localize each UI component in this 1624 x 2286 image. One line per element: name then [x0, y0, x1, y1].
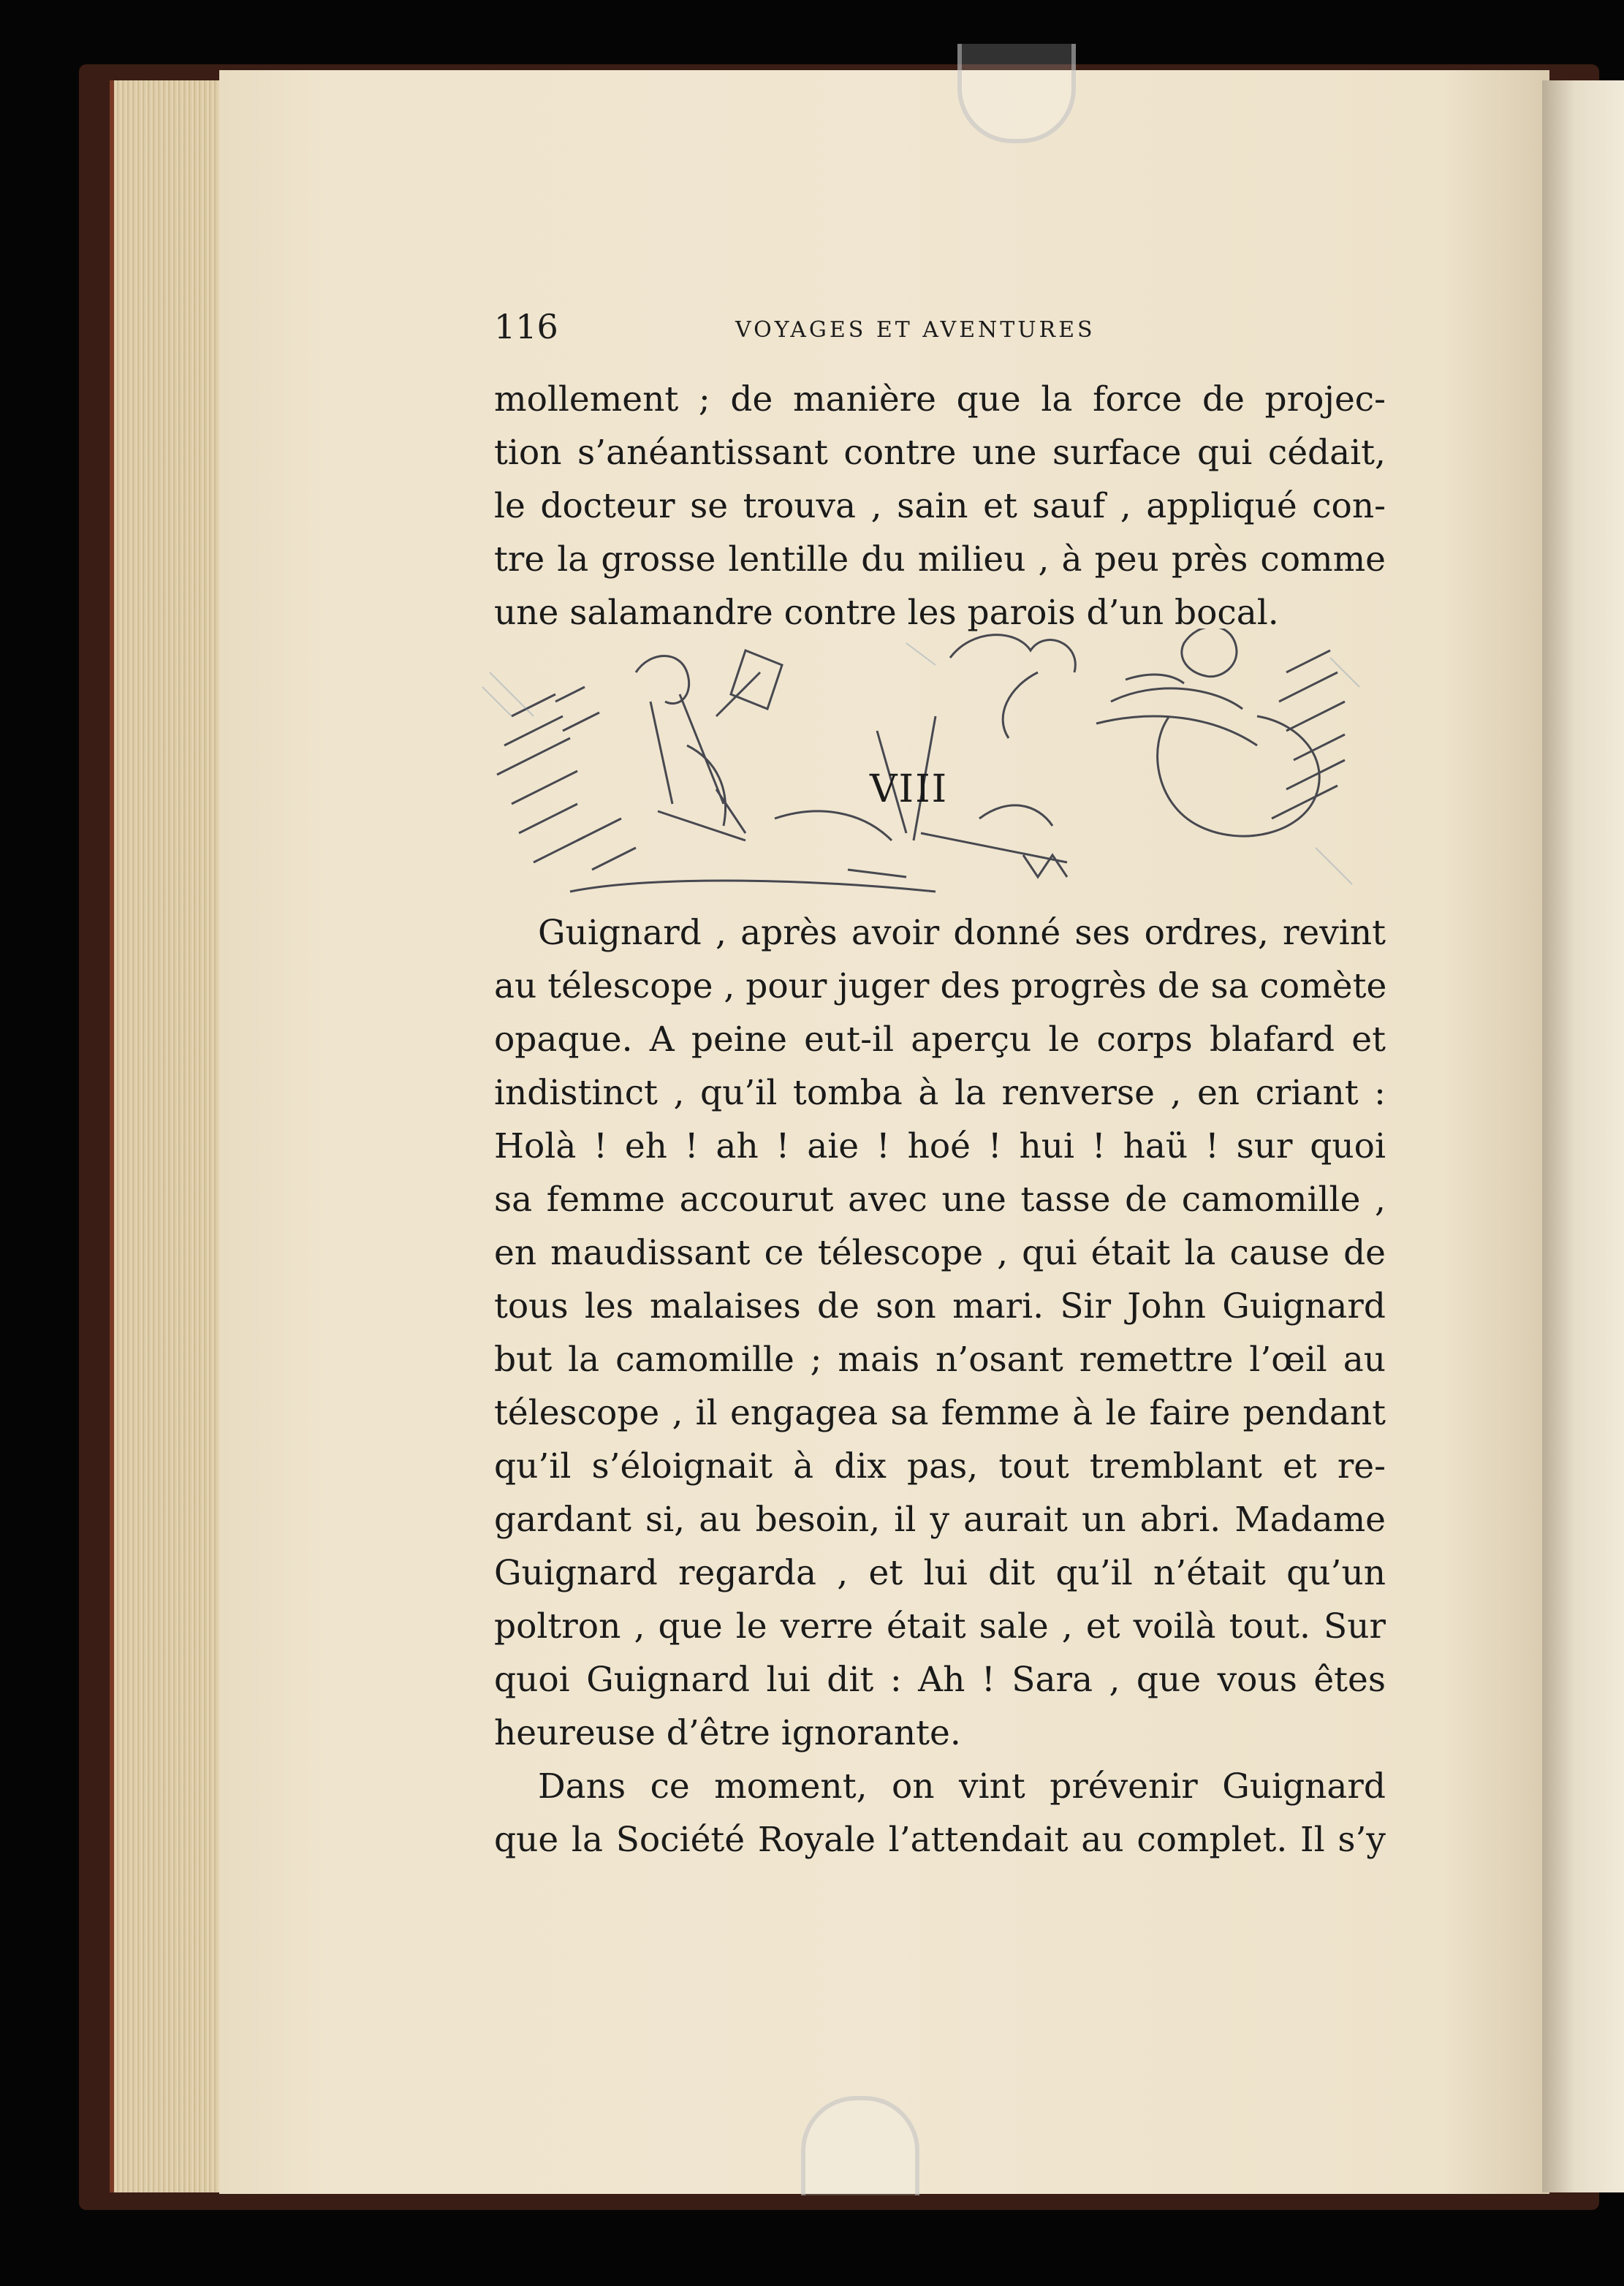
- text-line: mollement ; de manière que la force de projec-: [494, 379, 1386, 419]
- text-line: Guignard regarda , et lui dit qu’il n’était qu’un: [494, 1553, 1386, 1593]
- text-line: le docteur se trouva , sain et sauf , appliqué con-: [494, 486, 1386, 526]
- page-number: 116: [494, 307, 558, 346]
- text-line: au télescope , pour juger des progrès de sa comète: [494, 966, 1387, 1006]
- text-line: but la camomille ; mais n’osant remettre l’œil au: [494, 1340, 1386, 1380]
- text-line: qu’il s’éloignait à dix pas, tout tremblant et re-: [494, 1446, 1386, 1486]
- text-line: Guignard , après avoir donné ses ordres, revint: [538, 913, 1386, 953]
- text-line: que la Société Royale l’attendait au complet. Il s’y: [494, 1820, 1386, 1860]
- chapter-numeral: VIII: [870, 767, 949, 811]
- page-clip-top: [957, 44, 1076, 143]
- text-line: indistinct , qu’il tomba à la renverse , en criant :: [494, 1073, 1386, 1113]
- text-line: une salamandre contre les parois d’un bocal.: [494, 593, 1279, 633]
- paragraph-main: [494, 906, 1386, 1867]
- paragraph-continued: [494, 373, 1386, 639]
- text-line: tous les malaises de son mari. Sir John Guignard: [494, 1286, 1386, 1326]
- page-edges: [110, 80, 231, 2192]
- text-line: opaque. A peine eut-il aperçu le corps blafard et: [494, 1019, 1386, 1060]
- text-line: tre la grosse lentille du milieu , à peu près comme: [494, 539, 1386, 580]
- text-line: gardant si, au besoin, il y aurait un abri. Madame: [494, 1500, 1386, 1540]
- text-line: sa femme accourut avec une tasse de camomille ,: [494, 1180, 1386, 1220]
- text-line: en maudissant ce télescope , qui était la cause de: [494, 1233, 1386, 1273]
- text-line: heureuse d’être ignorante.: [494, 1713, 961, 1753]
- text-line: poltron , que le verre était sale , et voilà tout. Sur: [494, 1606, 1386, 1647]
- text-line: télescope , il engagea sa femme à le faire pendant: [494, 1393, 1386, 1433]
- running-title: VOYAGES ET AVENTURES: [735, 317, 1096, 343]
- page-clip-bottom: [801, 2096, 919, 2195]
- page-header: [494, 307, 1386, 358]
- text-line: quoi Guignard lui dit : Ah ! Sara , que vous êtes: [494, 1660, 1386, 1700]
- facing-page-edge: [1542, 80, 1624, 2192]
- text-line: tion s’anéantissant contre une surface qui cédait,: [494, 433, 1386, 473]
- text-line: Dans ce moment, on vint prévenir Guignard: [538, 1766, 1386, 1807]
- text-line: Holà ! eh ! ah ! aie ! hoé ! hui ! haü ! sur quoi: [494, 1126, 1386, 1166]
